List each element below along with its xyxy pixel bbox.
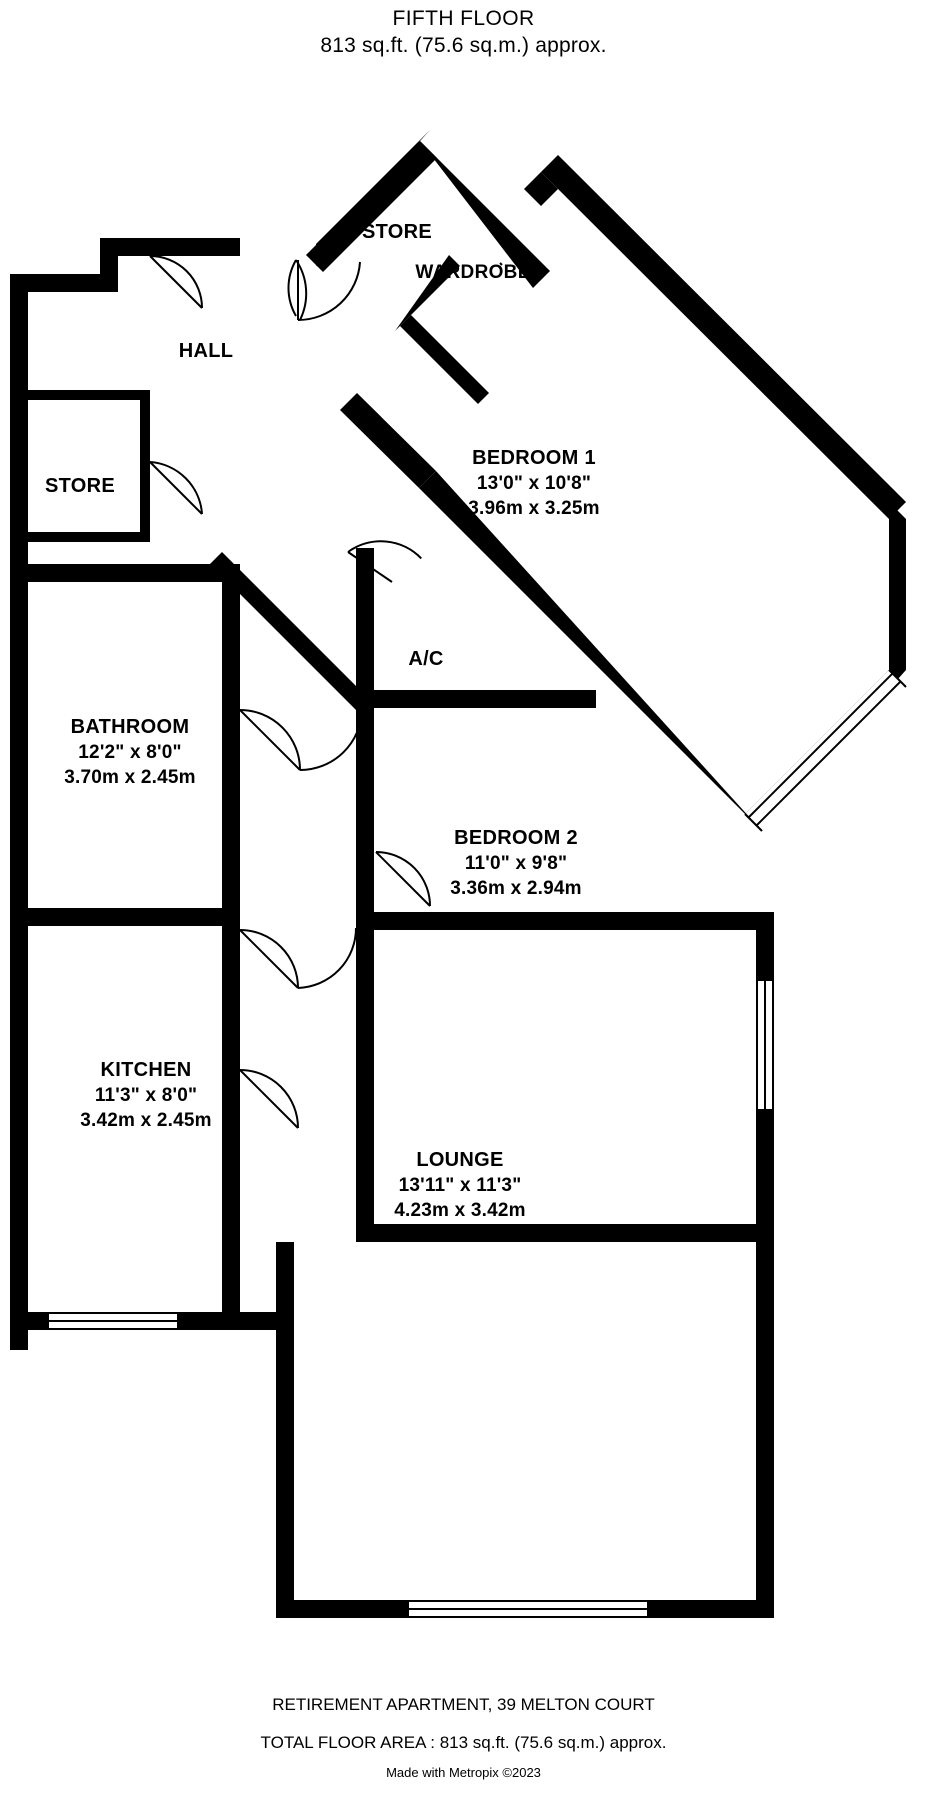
wall-bed1-sw: [419, 471, 762, 831]
wall-hall-top: [100, 238, 240, 256]
floor-title: FIFTH FLOOR: [392, 7, 535, 30]
window-bed1-se-gap: [745, 670, 906, 831]
wall-lounge-left: [276, 1242, 294, 1618]
wall-store-diag-left: [306, 141, 437, 272]
room-label-store-top: STORE: [361, 221, 433, 243]
floorplan-drawing: [0, 70, 927, 1670]
wall-ac-left: [356, 548, 374, 698]
wall-store-left-right: [140, 390, 150, 542]
wall-kitchen-right: [222, 908, 240, 1328]
room-label-ac: A/C: [408, 648, 444, 670]
wall-wardrobe-diag: [400, 315, 489, 404]
wall-bathroom-bottom: [10, 908, 240, 926]
room-label-store-left: STORE: [44, 475, 116, 497]
room-label-wardrobe: WARDROBE: [415, 262, 531, 283]
floor-area: 813 sq.ft. (75.6 sq.m.) approx.: [320, 34, 607, 57]
floorplan: [0, 70, 927, 1670]
wall-store-left-top: [28, 390, 150, 400]
wall-wardrobe-top: [395, 255, 460, 331]
wall-hall-step: [100, 238, 118, 274]
room-label-hall: HALL: [178, 340, 234, 362]
room-label-lounge: LOUNGE 13'11" x 11'3" 4.23m x 3.42m: [394, 1149, 526, 1221]
wall-bathroom-right: [222, 564, 240, 916]
wall-bed1-ne: [541, 155, 906, 519]
room-label-kitchen: KITCHEN 11'3" x 8'0" 3.42m x 2.45m: [80, 1059, 212, 1131]
wall-bathroom-top: [10, 564, 222, 582]
wardrobe-doors: [500, 263, 502, 265]
wall-lounge-left-step: [240, 1312, 294, 1330]
wall-bed2-bottom: [356, 1224, 774, 1242]
wall-lounge-right: [756, 1224, 774, 1618]
wall-bed2-top: [356, 912, 756, 930]
wall-ac-bottom: [356, 690, 596, 708]
room-label-bathroom: BATHROOM 12'2" x 8'0" 3.70m x 2.45m: [64, 716, 196, 788]
wall-bed1-w-upper: [340, 393, 436, 488]
plan-header: [0, 0, 927, 59]
room-label-bedroom2: BEDROOM 2 11'0" x 9'8" 3.36m x 2.94m: [450, 827, 582, 899]
walls-group: [10, 130, 906, 1618]
wall-store-diag-top: [420, 141, 550, 288]
plan-footer: [0, 1694, 927, 1782]
wall-bed2-left: [356, 912, 374, 1242]
room-label-bedroom1: BEDROOM 1 13'0" x 10'8" 3.96m x 3.25m: [468, 447, 600, 519]
wall-bed1-e-upper: [889, 502, 906, 670]
wall-store-left-bottom: [28, 532, 150, 542]
credit-line: Made with Metropix ©2023: [386, 1765, 541, 1780]
property-address: RETIREMENT APARTMENT, 39 MELTON COURT: [272, 1695, 655, 1714]
total-floor-area: TOTAL FLOOR AREA : 813 sq.ft. (75.6 sq.m.) approx.: [260, 1733, 667, 1752]
wall-kitchen-left: [10, 1170, 28, 1330]
